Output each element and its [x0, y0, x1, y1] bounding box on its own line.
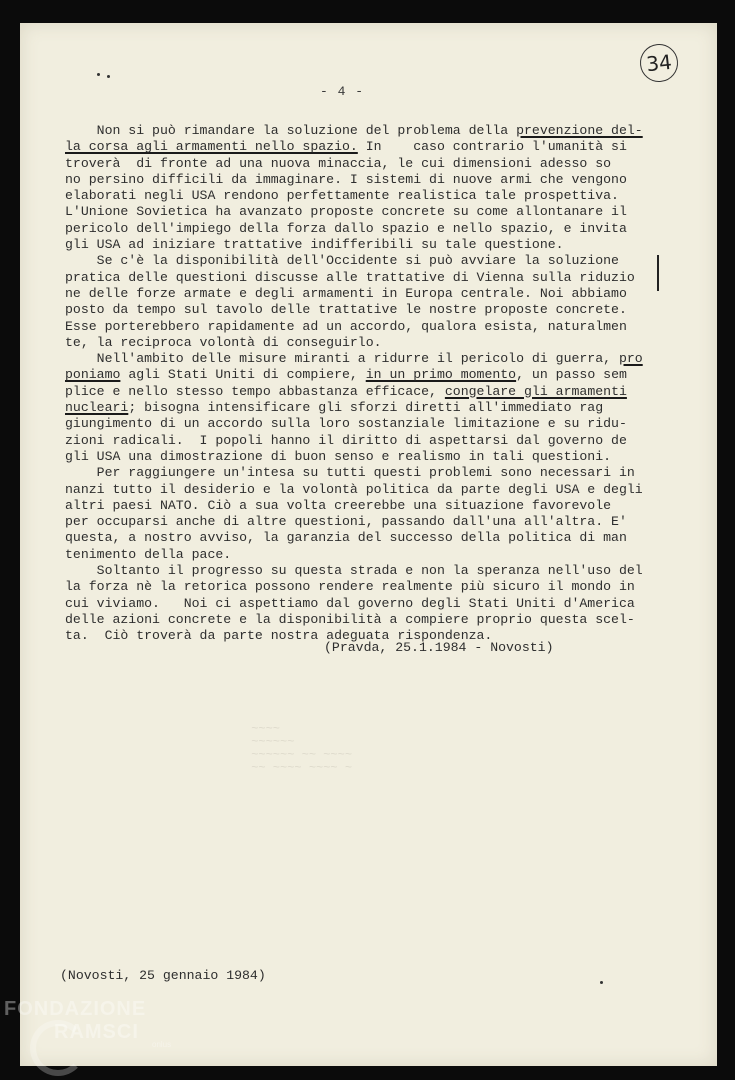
text-segment: te, la reciproca volontà di conseguirlo.: [65, 334, 382, 350]
text-line: [65, 302, 665, 318]
text-segment: zioni radicali. I popoli hanno il diritto di aspettarsi dal governo de: [65, 432, 627, 448]
text-segment: altri paesi NATO. Ciò a sua volta creerebbe una situazione favorevole: [65, 497, 612, 513]
text-line: [65, 188, 665, 204]
page-number: - 4 -: [320, 84, 365, 99]
speck: [97, 73, 100, 76]
text-segment: agli Stati Uniti di compiere,: [120, 367, 366, 383]
text-line: [65, 335, 665, 351]
text-segment: pratica delle questioni discusse alle trattative di Vienna sulla riduzio: [65, 269, 635, 285]
fondazione-gramsci-watermark: [4, 998, 171, 1049]
text-line: [65, 400, 665, 416]
text-line: [65, 530, 665, 546]
text-segment: nanzi tutto il desiderio e la volontà politica da parte degli USA e degli: [65, 481, 643, 497]
text-line: [65, 416, 665, 432]
text-segment: questa, a nostro avviso, la garanzia del successo della politica di man: [65, 530, 627, 546]
text-line: [65, 514, 665, 530]
text-line: [65, 612, 665, 628]
text-line: [65, 367, 665, 383]
text-segment: delle azioni concrete e la disponibilità a compiere proprio questa scel-: [65, 611, 635, 627]
text-line: [65, 156, 665, 172]
bleed-through-text: ~~~~ ~~~~~~ ~~~~~~ ~~ ~~~~ ~~ ~~~~ ~~~~ ~: [251, 722, 353, 775]
text-line: [65, 465, 665, 481]
text-segment: ; bisogna intensificare gli sforzi diretti all'immediato rag: [128, 400, 604, 416]
watermark-logo-icon: [30, 1020, 86, 1076]
text-segment: la forza nè la retorica possono rendere realmente più sicuro il mondo in: [65, 579, 635, 595]
text-segment: ne delle forze armate e degli armamenti in Europa centrale. Noi abbiamo: [65, 285, 627, 301]
underlined-phrase: poniamo: [65, 367, 121, 383]
speck: [107, 75, 110, 78]
watermark-line1: FONDAZIONE: [4, 998, 147, 1020]
text-line: [65, 139, 665, 155]
text-segment: elaborati negli USA rendono perfettamente realistica tale prospettiva.: [65, 188, 619, 204]
text-line: [65, 237, 665, 253]
underlined-phrase: nucleari: [65, 400, 129, 416]
text-line: [65, 563, 665, 579]
text-segment: posto da tempo sul tavolo delle trattative le nostre proposte concrete.: [65, 302, 627, 318]
watermark-line2: RAMSCI: [54, 1021, 139, 1043]
text-segment: plice e nello stesso tempo abbastanza efficace,: [65, 383, 445, 399]
underlined-phrase: congelare gli armamenti: [444, 383, 627, 399]
text-segment: Non si può rimandare la soluzione del problema della: [65, 123, 517, 138]
text-segment: Per raggiungere un'intesa su tutti questi problemi sono necessari in: [65, 465, 635, 481]
margin-mark: [657, 255, 659, 291]
text-segment: troverà di fronte ad una nuova minaccia, le cui dimensioni adesso so: [65, 155, 612, 171]
text-line: [65, 498, 665, 514]
underlined-phrase: la corsa agli armamenti nello spazio.: [65, 139, 358, 155]
underlined-phrase: in un primo momento: [365, 367, 517, 383]
text-segment: per occuparsi anche di altre questioni, passando dall'una all'altra. E': [65, 514, 627, 530]
text-line: [65, 270, 665, 286]
text-line: [65, 204, 665, 220]
text-segment: In caso contrario l'umanità si: [357, 139, 627, 155]
text-line: [65, 547, 665, 563]
text-line: [65, 286, 665, 302]
text-line: [65, 449, 665, 465]
text-line: [65, 123, 665, 139]
text-line: [65, 172, 665, 188]
text-segment: L'Unione Sovietica ha avanzato proposte concrete su come allontanare il: [65, 204, 627, 220]
text-line: [65, 384, 665, 400]
text-segment: ta. Ciò troverà da parte nostra adeguata rispondenza.: [65, 628, 493, 644]
text-segment: Soltanto il progresso su questa strada e non la speranza nell'uso del: [65, 563, 643, 579]
text-line: [65, 579, 665, 595]
text-line: [65, 253, 665, 269]
text-line: [65, 221, 665, 237]
text-segment: Se c'è la disponibilità dell'Occidente si può avviare la soluzione: [65, 253, 619, 269]
underlined-phrase: prevenzione del-: [516, 123, 643, 138]
text-segment: cui viviamo. Noi ci aspettiamo dal governo degli Stati Uniti d'America: [65, 595, 635, 611]
footer-citation: (Novosti, 25 gennaio 1984): [60, 968, 266, 983]
text-segment: no persino difficili da immaginare. I sistemi di nuove armi che vengono: [65, 171, 627, 187]
text-segment: gli USA una dimostrazione di buon senso e realismo in tali questioni.: [65, 448, 612, 464]
document-page: [20, 23, 717, 1066]
text-line: [65, 482, 665, 498]
speck: [600, 981, 603, 984]
text-line: [65, 433, 665, 449]
text-segment: pericolo dell'impiego della forza dallo spazio e nello spazio, e invita: [65, 220, 627, 236]
text-segment: gli USA ad iniziare trattative indifferibili su tale questione.: [65, 237, 564, 253]
folio-number: 34: [638, 42, 680, 84]
text-segment: tenimento della pace.: [65, 546, 232, 562]
watermark-line3: onlus: [152, 1040, 172, 1049]
text-segment: , un passo sem: [516, 367, 627, 383]
text-line: [65, 319, 665, 335]
body-text: [65, 123, 665, 645]
underlined-phrase: pro: [618, 351, 643, 367]
text-segment: Nell'ambito delle misure miranti a ridurre il pericolo di guerra,: [65, 351, 619, 367]
source-citation: (Pravda, 25.1.1984 - Novosti): [324, 640, 554, 655]
text-segment: Esse porterebbero rapidamente ad un accordo, qualora esista, naturalmen: [65, 318, 627, 334]
text-line: [65, 596, 665, 612]
text-segment: giungimento di un accordo sulla loro sostanziale limitazione e su ridu-: [65, 416, 627, 432]
text-line: [65, 351, 665, 367]
